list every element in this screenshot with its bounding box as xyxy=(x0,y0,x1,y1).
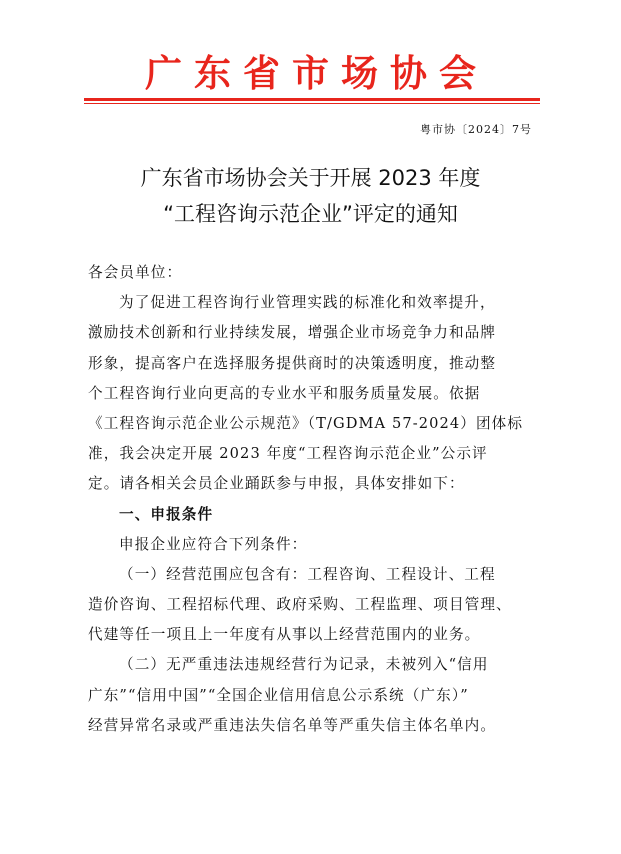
paragraph-line: 为了促进工程咨询行业管理实践的标准化和效率提升， xyxy=(119,294,496,312)
document-number: 粤市协〔2024〕7号 xyxy=(420,123,532,136)
condition-item-line: （一）经营范围应包含有：工程咨询、工程设计、工程 xyxy=(119,565,496,583)
condition-item-line: 经营异常名录或严重违法失信名单等严重失信主体名单内。 xyxy=(88,716,497,734)
salutation: 各会员单位： xyxy=(88,264,183,281)
condition-item-line: 广东”“信用中国”“全国企业信用信息公示系统（广东）” xyxy=(88,686,469,704)
paragraph-line: 形象，提高客户在选择服务提供商时的决策透明度，推动整 xyxy=(88,354,497,372)
condition-item-line: 造价咨询、工程招标代理、政府采购、工程监理、项目管理、 xyxy=(88,596,512,614)
paragraph-line: 《工程咨询示范企业公示规范》（T/GDMA 57-2024）团体标 xyxy=(88,414,524,432)
document-title-line-2: “工程咨询示范企业”评定的通知 xyxy=(163,202,458,226)
document-body xyxy=(88,258,538,741)
section-heading: 一、申报条件 xyxy=(119,505,214,523)
document-title xyxy=(0,160,621,232)
section-intro: 申报企业应符合下列条件： xyxy=(119,535,308,553)
condition-item-line: 代建等任一项且上一年度有从事以上经营范围内的业务。 xyxy=(88,626,481,644)
paragraph-line: 定。请各相关会员企业踊跃参与申报，具体安排如下： xyxy=(88,475,465,493)
red-header-rule-thin xyxy=(84,103,540,104)
paragraph-line: 个工程咨询行业向更高的专业水平和服务质量发展。依据 xyxy=(88,384,481,402)
paragraph-line: 激励技术创新和行业持续发展，增强企业市场竞争力和品牌 xyxy=(88,324,497,342)
red-header-rule xyxy=(84,98,540,101)
document-title-line-1: 广东省市场协会关于开展 2023 年度 xyxy=(140,166,481,190)
condition-item-line: （二）无严重违法违规经营行为记录，未被列入“信用 xyxy=(119,656,489,674)
paragraph-line: 准，我会决定开展 2023 年度“工程咨询示范企业”公示评 xyxy=(88,445,488,463)
organization-name: 广东省市场协会 xyxy=(145,52,488,95)
